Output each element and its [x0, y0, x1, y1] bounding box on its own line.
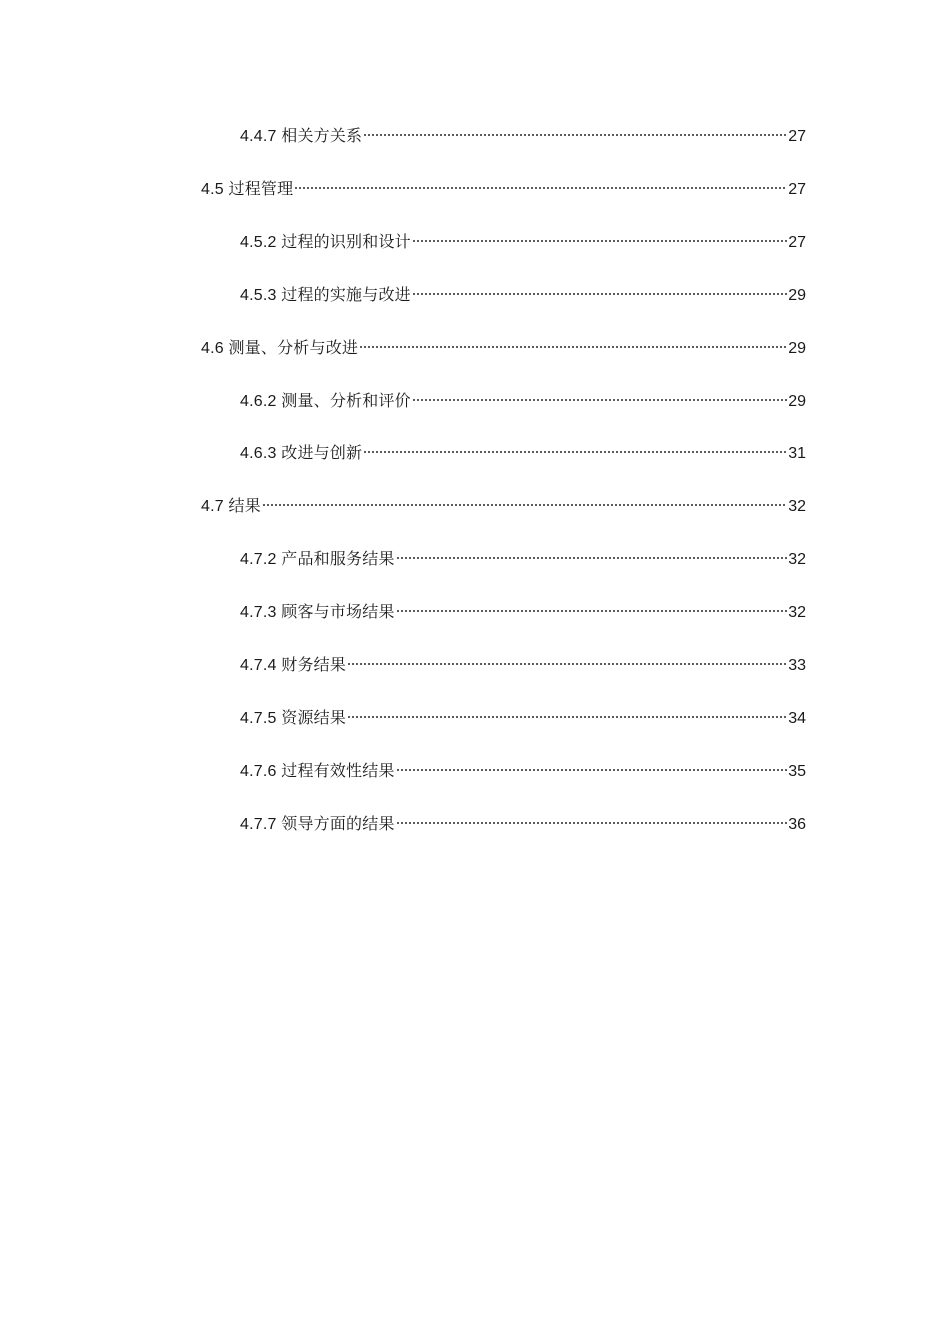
toc-dot-leader: [347, 715, 787, 719]
toc-entry-number: 4.5.3: [240, 287, 277, 304]
toc-entry[interactable]: [240, 706, 806, 732]
toc-dot-leader: [294, 186, 787, 190]
toc-entry-number: 4.6.3: [240, 445, 277, 462]
toc-entry-heading: [240, 706, 346, 732]
toc-entry-page-number: 29: [788, 340, 806, 357]
toc-entry[interactable]: [240, 600, 806, 626]
toc-entry-heading: [240, 124, 362, 150]
toc-entry-title: 过程的识别和设计: [281, 234, 411, 251]
toc-entry-heading: [201, 177, 293, 203]
toc-entry-page-number: 35: [788, 763, 806, 780]
toc-entry-title: 过程的实施与改进: [281, 287, 411, 304]
toc-entry-heading: [201, 336, 358, 362]
toc-entry-heading: [240, 389, 411, 415]
toc-entry-number: 4.7.3: [240, 604, 277, 621]
toc-dot-leader: [363, 450, 787, 454]
toc-dot-leader: [412, 292, 787, 296]
toc-entry-title: 财务结果: [281, 657, 347, 674]
toc-entry[interactable]: [240, 230, 806, 256]
toc-dot-leader: [412, 239, 787, 243]
toc-entry-number: 4.7.6: [240, 763, 277, 780]
toc-dot-leader: [359, 345, 787, 349]
toc-entry-page-number: 34: [788, 710, 806, 727]
toc-dot-leader: [396, 556, 788, 560]
toc-dot-leader: [396, 609, 788, 613]
toc-entry-title: 产品和服务结果: [281, 551, 395, 568]
toc-entry-number: 4.6: [201, 340, 224, 357]
toc-entry[interactable]: [240, 389, 806, 415]
toc-entry-number: 4.7.5: [240, 710, 277, 727]
toc-entry-title: 改进与创新: [281, 445, 363, 462]
toc-entry-page-number: 27: [788, 181, 806, 198]
toc-entry-page-number: 36: [788, 816, 806, 833]
toc-entry-heading: [240, 230, 411, 256]
toc-entry-page-number: 31: [788, 445, 806, 462]
toc-entry-title: 过程有效性结果: [281, 763, 395, 780]
toc-entry-number: 4.5.2: [240, 234, 277, 251]
toc-entry-heading: [240, 759, 395, 785]
toc-entry-heading: [240, 441, 362, 467]
toc-entry[interactable]: [201, 177, 806, 203]
toc-entry[interactable]: [201, 494, 806, 520]
toc-entry-heading: [240, 812, 395, 838]
toc-dot-leader: [396, 821, 788, 825]
toc-entry-title: 测量、分析和评价: [281, 393, 411, 410]
toc-entry-title: 相关方关系: [281, 128, 363, 145]
toc-entry[interactable]: [240, 812, 806, 838]
toc-entry-number: 4.4.7: [240, 128, 277, 145]
toc-entry-title: 过程管理: [228, 181, 294, 198]
toc-entry-number: 4.7.7: [240, 816, 277, 833]
toc-entry-page-number: 27: [788, 234, 806, 251]
toc-dot-leader: [363, 133, 787, 137]
toc-entry-page-number: 32: [788, 604, 806, 621]
toc-entry-page-number: 29: [788, 287, 806, 304]
toc-entry-number: 4.7: [201, 498, 224, 515]
toc-dot-leader: [262, 503, 787, 507]
toc-entry-page-number: 33: [788, 657, 806, 674]
toc-entry-title: 结果: [228, 498, 261, 515]
toc-entry-number: 4.7.2: [240, 551, 277, 568]
toc-entry[interactable]: [240, 441, 806, 467]
toc-entry-number: 4.6.2: [240, 393, 277, 410]
toc-dot-leader: [347, 662, 787, 666]
toc-entry-heading: [240, 600, 395, 626]
toc-entry-title: 资源结果: [281, 710, 347, 727]
toc-entry-page-number: 29: [788, 393, 806, 410]
toc-entry-heading: [240, 283, 411, 309]
toc-entry[interactable]: [240, 653, 806, 679]
toc-entry[interactable]: [240, 283, 806, 309]
toc-entry-heading: [240, 653, 346, 679]
toc-entry-title: 测量、分析与改进: [228, 340, 359, 357]
toc-dot-leader: [412, 398, 787, 402]
toc-entry-page-number: 32: [788, 551, 806, 568]
toc-entry[interactable]: [240, 759, 806, 785]
toc-entry-page-number: 32: [788, 498, 806, 515]
toc-entry-title: 领导方面的结果: [281, 816, 395, 833]
toc-entry-title: 顾客与市场结果: [281, 604, 395, 621]
toc-dot-leader: [396, 768, 788, 772]
toc-entry-heading: [201, 494, 261, 520]
toc-entry-number: 4.7.4: [240, 657, 277, 674]
toc-entry[interactable]: [240, 547, 806, 573]
toc-entry-heading: [240, 547, 395, 573]
toc-entry-page-number: 27: [788, 128, 806, 145]
toc-entry[interactable]: [201, 336, 806, 362]
toc-entry[interactable]: [240, 124, 806, 150]
toc-entry-number: 4.5: [201, 181, 224, 198]
